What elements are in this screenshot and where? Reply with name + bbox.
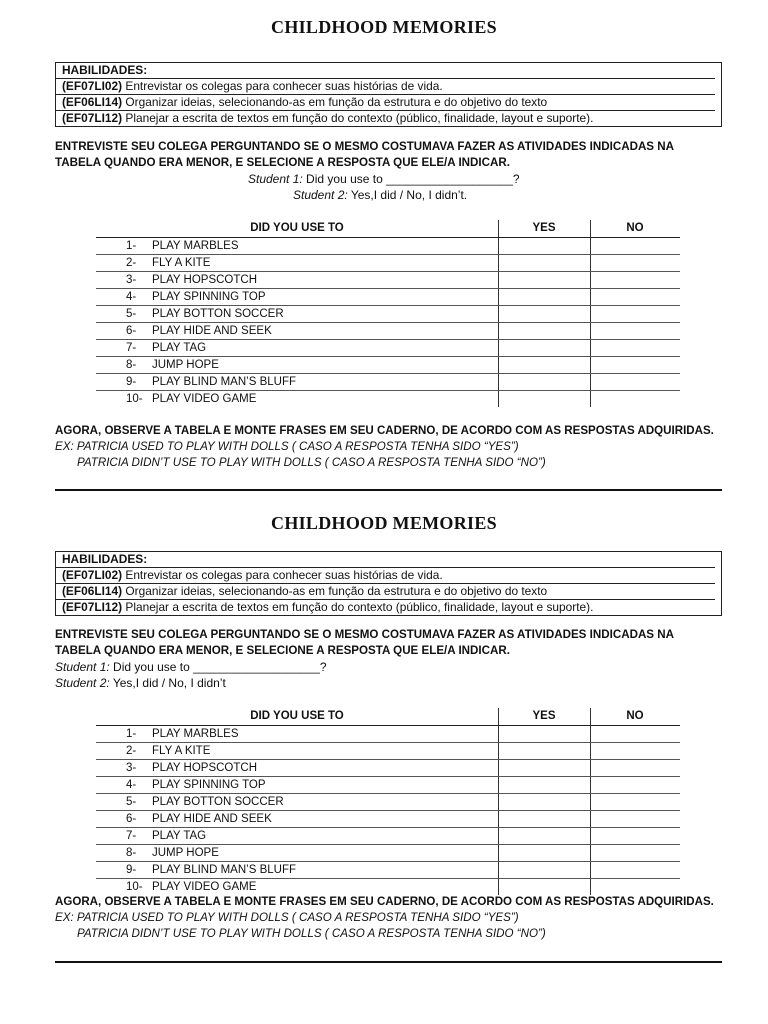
student1-label: Student 1: bbox=[55, 660, 110, 674]
activity-cell bbox=[96, 272, 498, 288]
worksheet-title: CHILDHOOD MEMORIES bbox=[271, 17, 497, 37]
skill-item bbox=[56, 79, 715, 95]
activity-name: FLY A KITE bbox=[152, 257, 211, 269]
yes-cell[interactable] bbox=[498, 323, 590, 339]
skill-item bbox=[56, 111, 715, 126]
example-no: PATRICIA DIDN’T USE TO PLAY WITH DOLLS ( CASO A RESPOSTA TENHA SIDO “NO”) bbox=[77, 927, 546, 940]
no-cell[interactable] bbox=[590, 828, 680, 844]
skill-code: (EF06LI14) bbox=[61, 584, 123, 598]
no-cell[interactable] bbox=[590, 289, 680, 305]
row-number: 5- bbox=[126, 796, 137, 808]
no-cell[interactable] bbox=[590, 743, 680, 759]
skill-description: Organizar ideias, selecionando-as em função da estrutura e do objetivo do texto bbox=[122, 95, 548, 109]
no-cell[interactable] bbox=[590, 879, 680, 895]
activity-cell bbox=[96, 238, 498, 254]
no-cell[interactable] bbox=[590, 272, 680, 288]
activity-cell bbox=[96, 306, 498, 322]
activity-name: PLAY HIDE AND SEEK bbox=[152, 813, 272, 825]
row-number: 3- bbox=[126, 274, 137, 286]
activity-cell bbox=[96, 726, 498, 742]
activity-cell bbox=[96, 828, 498, 844]
no-cell[interactable] bbox=[590, 811, 680, 827]
example-no: PATRICIA DIDN’T USE TO PLAY WITH DOLLS ( CASO A RESPOSTA TENHA SIDO “NO”) bbox=[77, 456, 546, 469]
activity-name: JUMP HOPE bbox=[152, 359, 219, 371]
activity-name: PLAY SPINNING TOP bbox=[152, 291, 266, 303]
activity-cell bbox=[96, 374, 498, 390]
no-cell[interactable] bbox=[590, 306, 680, 322]
table-row bbox=[96, 760, 680, 777]
sentence-instruction: AGORA, OBSERVE A TABELA E MONTE FRASES EM SEU CADERNO, DE ACORDO COM AS RESPOSTAS ADQUIRIDAS. bbox=[55, 424, 714, 437]
activity-cell bbox=[96, 811, 498, 827]
table-row bbox=[96, 357, 680, 374]
table-row bbox=[96, 306, 680, 323]
row-number: 7- bbox=[126, 342, 137, 354]
activity-cell bbox=[96, 391, 498, 407]
table-row bbox=[96, 272, 680, 289]
activity-name: PLAY SPINNING TOP bbox=[152, 779, 266, 791]
row-number: 6- bbox=[126, 325, 137, 337]
yes-cell[interactable] bbox=[498, 743, 590, 759]
activity-name: PLAY BLIND MAN’S BLUFF bbox=[152, 864, 297, 876]
activity-cell bbox=[96, 777, 498, 793]
activity-cell bbox=[96, 357, 498, 373]
yes-cell[interactable] bbox=[498, 255, 590, 271]
no-cell[interactable] bbox=[590, 238, 680, 254]
interview-instruction: TABELA QUANDO ERA MENOR, E SELECIONE A RESPOSTA QUE ELE/A INDICAR. bbox=[55, 644, 510, 657]
yes-cell[interactable] bbox=[498, 828, 590, 844]
student1-line bbox=[248, 171, 520, 187]
activities-table bbox=[96, 220, 680, 407]
yes-cell[interactable] bbox=[498, 272, 590, 288]
table-row bbox=[96, 879, 680, 895]
table-row bbox=[96, 862, 680, 879]
table-header bbox=[96, 220, 680, 238]
skill-description: Entrevistar os colegas para conhecer suas histórias de vida. bbox=[122, 79, 443, 93]
skill-description: Organizar ideias, selecionando-as em função da estrutura e do objetivo do texto bbox=[122, 584, 548, 598]
skill-code: (EF07LI12) bbox=[61, 111, 123, 125]
row-number: 2- bbox=[126, 257, 137, 269]
header-yes: YES bbox=[532, 710, 556, 722]
student1-text: Did you use to ___________________? bbox=[302, 172, 520, 186]
yes-cell[interactable] bbox=[498, 862, 590, 878]
sentence-instruction: AGORA, OBSERVE A TABELA E MONTE FRASES EM SEU CADERNO, DE ACORDO COM AS RESPOSTAS ADQUIRIDAS. bbox=[55, 895, 714, 908]
table-row bbox=[96, 794, 680, 811]
row-number: 10- bbox=[126, 393, 143, 405]
row-number: 4- bbox=[126, 291, 137, 303]
yes-cell[interactable] bbox=[498, 357, 590, 373]
table-row bbox=[96, 255, 680, 272]
student2-label: Student 2: bbox=[55, 676, 110, 690]
no-cell[interactable] bbox=[590, 760, 680, 776]
header-activity: DID YOU USE TO bbox=[250, 222, 344, 234]
row-number: 4- bbox=[126, 779, 137, 791]
activities-table bbox=[96, 708, 680, 895]
skills-box bbox=[55, 62, 722, 127]
activity-name: PLAY HOPSCOTCH bbox=[152, 762, 258, 774]
no-cell[interactable] bbox=[590, 374, 680, 390]
interview-instruction: ENTREVISTE SEU COLEGA PERGUNTANDO SE O MESMO COSTUMAVA FAZER AS ATIVIDADES INDICADAS NA bbox=[55, 140, 675, 153]
no-cell[interactable] bbox=[590, 357, 680, 373]
table-row bbox=[96, 289, 680, 306]
yes-cell[interactable] bbox=[498, 811, 590, 827]
activity-name: PLAY BOTTON SOCCER bbox=[152, 796, 284, 808]
skill-description: Planejar a escrita de textos em função do contexto (público, finalidade, layout e suporte). bbox=[122, 111, 594, 125]
skill-item bbox=[56, 95, 715, 111]
yes-cell[interactable] bbox=[498, 777, 590, 793]
student2-line bbox=[55, 675, 226, 691]
no-cell[interactable] bbox=[590, 845, 680, 861]
header-no: NO bbox=[626, 710, 644, 722]
activity-cell bbox=[96, 862, 498, 878]
row-number: 8- bbox=[126, 359, 137, 371]
row-number: 5- bbox=[126, 308, 137, 320]
skill-code: (EF07LI02) bbox=[61, 568, 123, 582]
table-row bbox=[96, 374, 680, 391]
student1-label: Student 1: bbox=[248, 172, 303, 186]
no-cell[interactable] bbox=[590, 726, 680, 742]
skill-code: (EF07LI02) bbox=[61, 79, 123, 93]
student2-text: Yes,I did / No, I didn’t. bbox=[347, 188, 468, 202]
row-number: 8- bbox=[126, 847, 137, 859]
section-divider bbox=[55, 489, 722, 491]
skill-item bbox=[56, 584, 715, 600]
table-row bbox=[96, 323, 680, 340]
skills-heading bbox=[56, 552, 715, 568]
yes-cell[interactable] bbox=[498, 374, 590, 390]
header-activity: DID YOU USE TO bbox=[250, 710, 344, 722]
row-number: 9- bbox=[126, 376, 137, 388]
activity-cell bbox=[96, 794, 498, 810]
activity-name: PLAY MARBLES bbox=[152, 240, 239, 252]
section-divider bbox=[55, 961, 722, 963]
activity-cell bbox=[96, 845, 498, 861]
skill-description: Planejar a escrita de textos em função do contexto (público, finalidade, layout e suporte). bbox=[122, 600, 594, 614]
skill-code: (EF06LI14) bbox=[61, 95, 123, 109]
student2-label: Student 2: bbox=[293, 188, 348, 202]
no-cell[interactable] bbox=[590, 794, 680, 810]
no-cell[interactable] bbox=[590, 255, 680, 271]
activity-cell bbox=[96, 289, 498, 305]
table-row bbox=[96, 828, 680, 845]
skills-heading bbox=[56, 63, 715, 79]
table-row bbox=[96, 238, 680, 255]
activity-cell bbox=[96, 743, 498, 759]
activity-name: PLAY TAG bbox=[152, 830, 207, 842]
row-number: 1- bbox=[126, 728, 137, 740]
table-row bbox=[96, 726, 680, 743]
table-header bbox=[96, 708, 680, 726]
activity-name: PLAY TAG bbox=[152, 342, 207, 354]
yes-cell[interactable] bbox=[498, 726, 590, 742]
skill-item bbox=[56, 600, 715, 615]
skill-item bbox=[56, 568, 715, 584]
activity-cell bbox=[96, 879, 498, 895]
table-row bbox=[96, 340, 680, 357]
no-cell[interactable] bbox=[590, 323, 680, 339]
skills-heading-text: HABILIDADES: bbox=[61, 552, 148, 566]
skill-description: Entrevistar os colegas para conhecer suas histórias de vida. bbox=[122, 568, 443, 582]
yes-cell[interactable] bbox=[498, 760, 590, 776]
yes-cell[interactable] bbox=[498, 340, 590, 356]
no-cell[interactable] bbox=[590, 391, 680, 407]
row-number: 10- bbox=[126, 881, 143, 893]
no-cell[interactable] bbox=[590, 777, 680, 793]
no-cell[interactable] bbox=[590, 862, 680, 878]
activity-name: PLAY VIDEO GAME bbox=[152, 881, 257, 893]
yes-cell[interactable] bbox=[498, 794, 590, 810]
activity-name: PLAY MARBLES bbox=[152, 728, 239, 740]
activity-name: FLY A KITE bbox=[152, 745, 211, 757]
example-yes: EX: PATRICIA USED TO PLAY WITH DOLLS ( CASO A RESPOSTA TENHA SIDO “YES”) bbox=[55, 440, 519, 453]
activity-name: PLAY VIDEO GAME bbox=[152, 393, 257, 405]
activity-cell bbox=[96, 323, 498, 339]
activity-cell bbox=[96, 760, 498, 776]
row-number: 1- bbox=[126, 240, 137, 252]
interview-instruction: ENTREVISTE SEU COLEGA PERGUNTANDO SE O MESMO COSTUMAVA FAZER AS ATIVIDADES INDICADAS NA bbox=[55, 628, 675, 641]
activity-name: JUMP HOPE bbox=[152, 847, 219, 859]
activity-name: PLAY BLIND MAN’S BLUFF bbox=[152, 376, 297, 388]
yes-cell[interactable] bbox=[498, 238, 590, 254]
activity-cell bbox=[96, 255, 498, 271]
row-number: 2- bbox=[126, 745, 137, 757]
interview-instruction: TABELA QUANDO ERA MENOR, E SELECIONE A RESPOSTA QUE ELE/A INDICAR. bbox=[55, 156, 510, 169]
activity-name: PLAY BOTTON SOCCER bbox=[152, 308, 284, 320]
row-number: 6- bbox=[126, 813, 137, 825]
activity-cell bbox=[96, 340, 498, 356]
student1-line bbox=[55, 659, 327, 675]
student2-text: Yes,I did / No, I didn’t bbox=[109, 676, 226, 690]
yes-cell[interactable] bbox=[498, 391, 590, 407]
activity-name: PLAY HIDE AND SEEK bbox=[152, 325, 272, 337]
row-number: 7- bbox=[126, 830, 137, 842]
student1-text: Did you use to ___________________? bbox=[109, 660, 327, 674]
table-row bbox=[96, 845, 680, 862]
table-row bbox=[96, 391, 680, 407]
yes-cell[interactable] bbox=[498, 306, 590, 322]
skills-box bbox=[55, 551, 722, 616]
row-number: 9- bbox=[126, 864, 137, 876]
yes-cell[interactable] bbox=[498, 289, 590, 305]
skills-heading-text: HABILIDADES: bbox=[61, 63, 148, 77]
worksheet-title: CHILDHOOD MEMORIES bbox=[271, 513, 497, 533]
activity-name: PLAY HOPSCOTCH bbox=[152, 274, 258, 286]
skill-code: (EF07LI12) bbox=[61, 600, 123, 614]
example-yes: EX: PATRICIA USED TO PLAY WITH DOLLS ( CASO A RESPOSTA TENHA SIDO “YES”) bbox=[55, 911, 519, 924]
table-row bbox=[96, 743, 680, 760]
yes-cell[interactable] bbox=[498, 879, 590, 895]
no-cell[interactable] bbox=[590, 340, 680, 356]
table-row bbox=[96, 811, 680, 828]
student2-line bbox=[293, 187, 467, 203]
table-row bbox=[96, 777, 680, 794]
header-yes: YES bbox=[532, 222, 556, 234]
header-no: NO bbox=[626, 222, 644, 234]
row-number: 3- bbox=[126, 762, 137, 774]
yes-cell[interactable] bbox=[498, 845, 590, 861]
